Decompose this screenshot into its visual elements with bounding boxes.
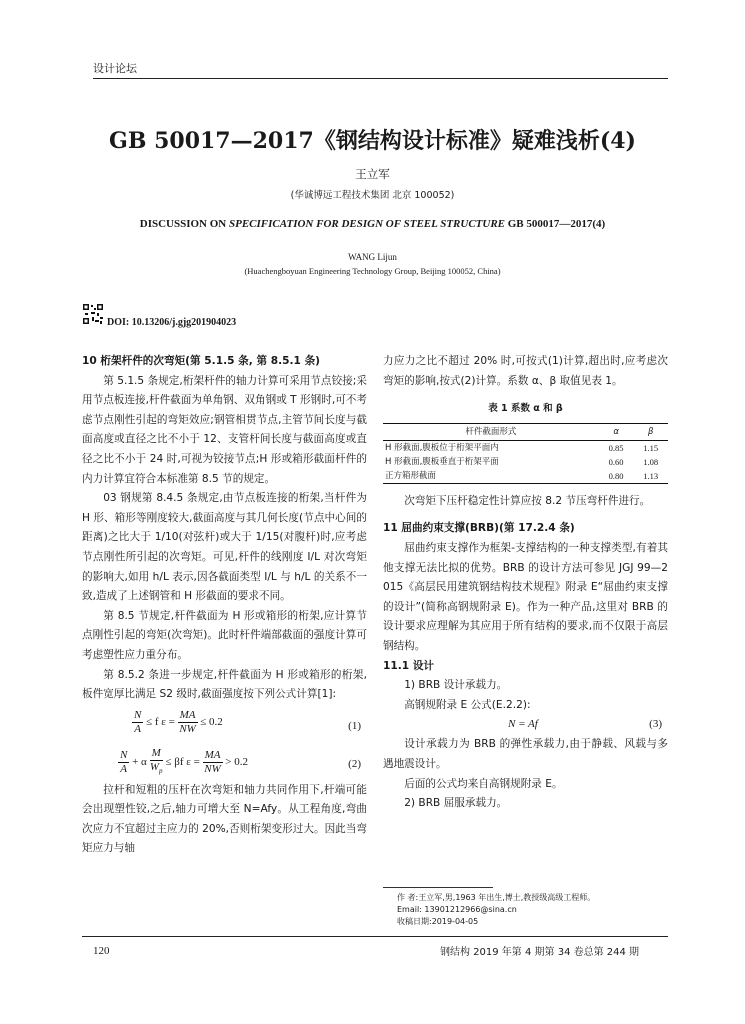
paragraph: 力应力之比不超过 20% 时,可按式(1)计算,超出时,应考虑次弯矩的影响,按式(2)计算。系数 α、β 取值见表 1。 [383, 355, 668, 387]
footnote-received: 收稿日期:2019-04-05 [397, 917, 479, 926]
affiliation-en: (Huachengboyuan Engineering Technology Group, Beijing 100052, China) [244, 266, 501, 276]
subsection-heading: 11.1 设计 [383, 659, 435, 672]
footer-rule [82, 936, 668, 937]
header-rule [93, 78, 668, 79]
section-10-heading: 10 桁架杆件的次弯矩(第 5.1.5 条, 第 8.5.1 条) [82, 355, 321, 367]
paragraph: 后面的公式均来自高钢规附录 E。 [404, 777, 563, 790]
table-header: 杆件截面形式 [383, 423, 599, 440]
coefficient-table [383, 423, 668, 484]
section-tag: 设计论坛 [93, 62, 137, 75]
author-name-en: WANG Lijun [348, 252, 397, 262]
doi: DOI: 10.13206/j.gjg201904023 [107, 317, 237, 328]
footnote-author: 作 者:王立军,男,1963 年出生,博士,教授级高级工程师。 [397, 893, 596, 902]
paragraph: 屈曲约束支撑作为框架-支撑结构的一种支撑类型,有着其他支撑无法比拟的优势。BRB 的设计方法可参见 JGJ 99—2015《高层民用建筑钢结构技术规程》附录 E“屈曲约束支撑的设计”(简称高钢规附录 E)。作为一种产品,这里对 BRB 的设计要求应理解为其应用于所有结构的要求,而不仅限于高层钢结构。 [383, 541, 668, 652]
table-header: β [633, 423, 668, 440]
author-name-cn: 王立军 [355, 167, 390, 181]
right-column [383, 352, 668, 814]
footnote-email: Email: 13901212966@sina.cn [397, 905, 517, 914]
table-row: H 形截面,腹板位于桁架平面内 0.85 1.15 [385, 442, 659, 453]
paragraph: 次弯矩下压杆稳定性计算应按 8.2 节压弯杆件进行。 [404, 494, 651, 507]
list-item: 1) BRB 设计承载力。 [404, 679, 508, 692]
journal-info: 钢结构 2019 年第 4 期第 34 卷总第 244 期 [440, 947, 640, 958]
table-header: α [599, 423, 634, 440]
qr-code-icon [82, 303, 104, 325]
page-number: 120 [93, 945, 110, 957]
paragraph: 第 8.5.2 条进一步规定,杆件截面为 H 形或箱形的桁架,板件宽厚比满足 S2 级时,截面强度按下列公式计算[1]: [82, 668, 367, 701]
formula-label: 高钢规附录 E 公式(E.2.2): [404, 698, 531, 711]
equation-2: $\frac{N}{A}$ + α $\frac{M}{W_p}$ ≤ βf ε = $\frac{MA}{NW}$ > 0.2 (2) [120, 746, 361, 775]
article-title-en: DISCUSSION ON SPECIFICATION FOR DESIGN OF STEEL STRUCTURE GB 500017—2017(4) [139, 218, 606, 230]
equation-number: (2) [348, 757, 361, 770]
table-row: 正方箱形截面 0.80 1.13 [383, 469, 668, 484]
left-column [82, 352, 367, 859]
paragraph: 拉杆和短粗的压杆在次弯矩和轴力共同作用下,杆端可能会出现塑性铰,之后,轴力可增大至 N=Afy。从工程角度,弯曲次应力不宜超过主应力的 20%,否则桁架变形过大。因此当弯矩应力与轴 [82, 783, 367, 855]
list-item: 2) BRB 屈服承载力。 [404, 797, 508, 810]
paragraph: 第 8.5 节规定,杆件截面为 H 形或箱形的桁架,应计算节点刚性引起的弯矩(次弯矩)。此时杆件端部截面的强度计算可考虑塑性应力重分布。 [82, 609, 367, 661]
paragraph: 设计承载力为 BRB 的弹性承载力,由于静载、风载与多遇地震设计。 [383, 738, 668, 770]
equation-number: (1) [348, 719, 361, 732]
equation-number: (3) [649, 718, 662, 731]
paragraph: 第 5.1.5 条规定,桁架杆件的轴力计算可采用节点铰接;采用节点板连接,杆件截面为单角钢、双角钢或 T 形钢时,可不考虑节点刚性引起的弯矩效应;钢管相贯节点,主管节间长度与截面高度或直径之比不小于 12、支管杆间长度与截面高度或直径之比不小于 24 时,可视为铰接节点;H 形或箱形截面杆件的内力计算宜符合本标准第 8.5 节的规定。 [82, 374, 367, 485]
affiliation-cn: (华诚博远工程技术集团 北京 100052) [290, 190, 455, 201]
paragraph: 03 钢规第 8.4.5 条规定,由节点板连接的桁架,当杆件为 H 形、箱形等刚度较大,截面高度与其几何长度(节点中心间的距离)之比大于 1/10(对弦杆)或大于 1/15(对腹杆)时,应考虑节点刚性所引起的次弯矩。可见,杆件的线刚度 I/L 对次弯矩的影响大,如用 h/L 表示,因各截面类型 I/L 与 h/L 的关系不一致,造成了上述钢管和 H 形截面的要求不同。 [82, 492, 367, 603]
section-11-heading: 11 屈曲约束支撑(BRB)(第 17.2.4 条) [383, 522, 575, 535]
equation-3: N = Af (3) [383, 715, 668, 735]
table-row: H 形截面,腹板垂直于桁架平面 0.60 1.08 [385, 456, 659, 467]
table-caption: 表 1 系数 α 和 β [488, 403, 563, 415]
equation-1: $\frac{N}{A}$ ≤ f ε = $\frac{MA}{NW}$ ≤ 0.2 (1) [134, 708, 361, 735]
footnote-rule [383, 887, 493, 888]
footnote [397, 892, 667, 928]
article-title: GB 50017—2017《钢结构设计标准》疑难浅析(4) [109, 128, 636, 154]
